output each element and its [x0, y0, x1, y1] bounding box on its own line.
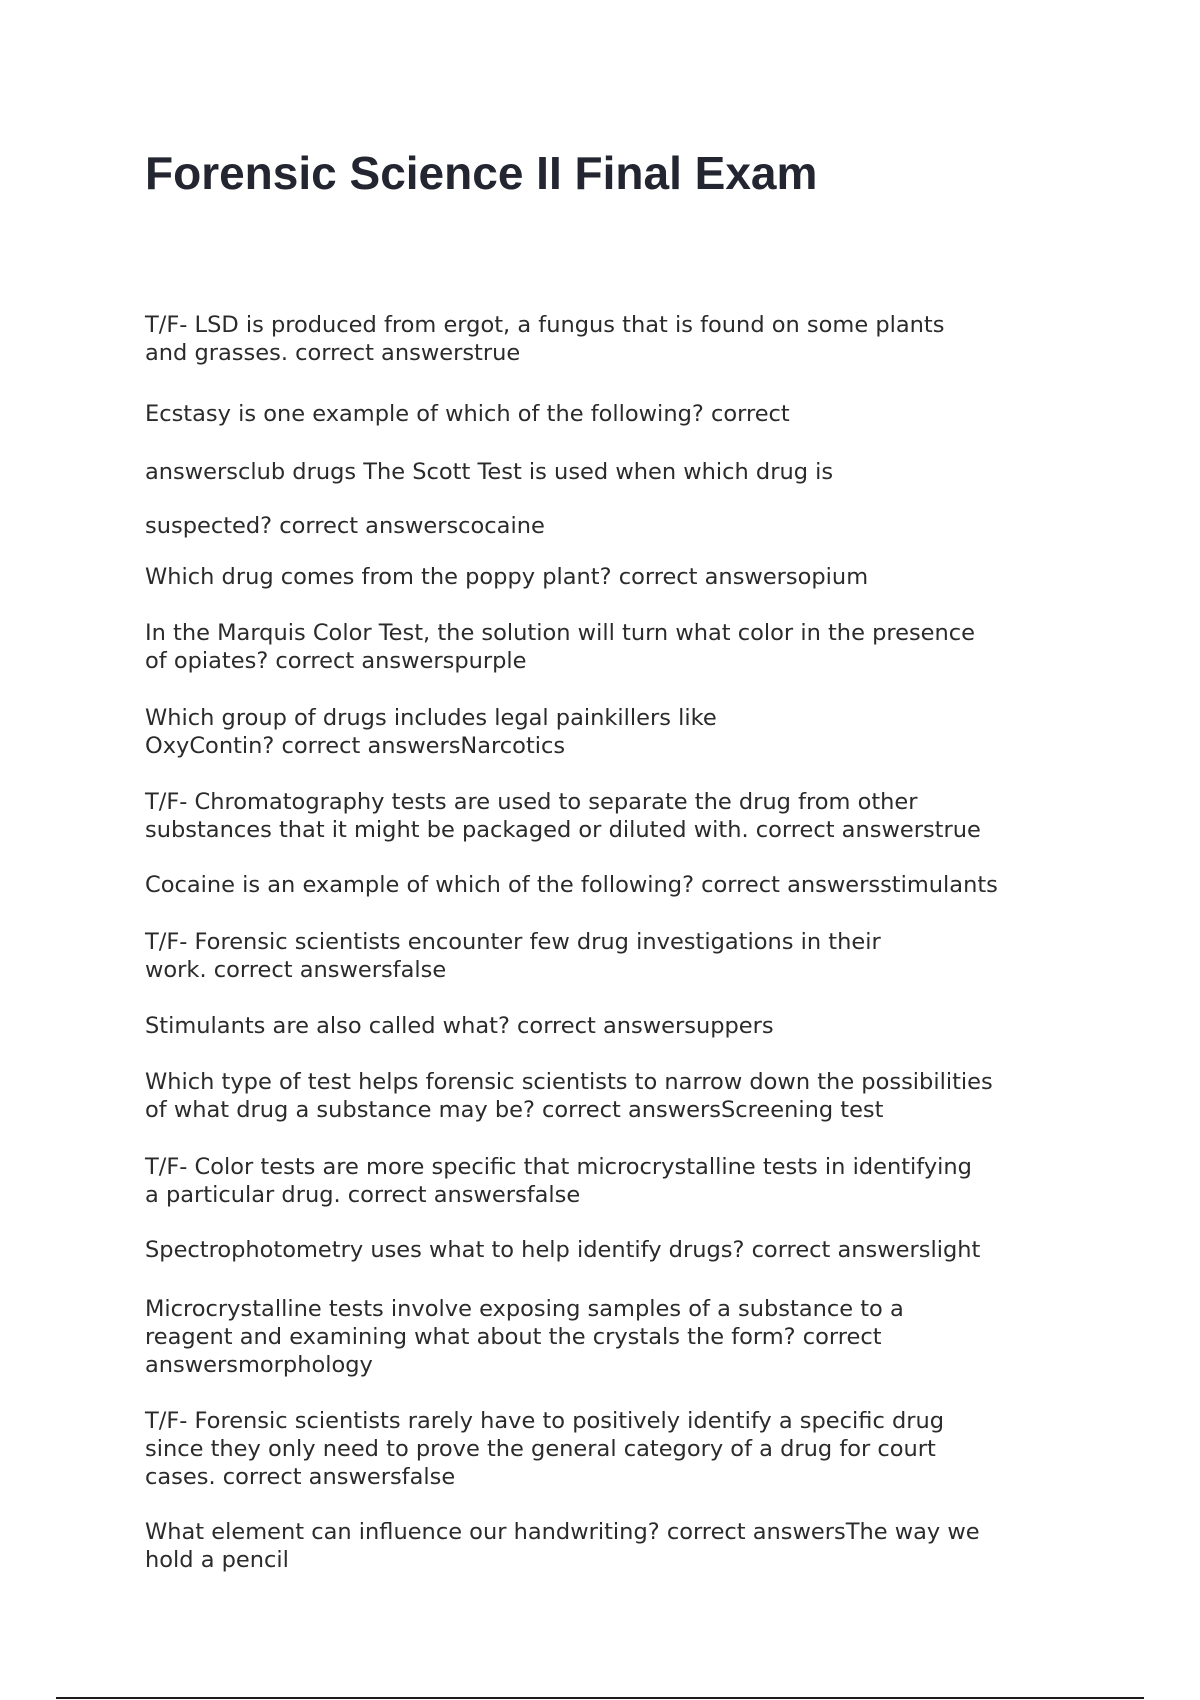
question-item: Which type of test helps forensic scientists to narrow down the possibilities of what drug a substance may be? correct answersScreening test	[145, 1069, 993, 1123]
question-item: suspected? correct answerscocaine	[145, 513, 545, 539]
question-item: T/F- Forensic scientists encounter few drug investigations in their work. correct answersfalse	[145, 929, 881, 983]
question-item: Stimulants are also called what? correct answersuppers	[145, 1013, 774, 1039]
question-item: Ecstasy is one example of which of the following? correct	[145, 401, 790, 427]
question-item: T/F- Color tests are more specific that microcrystalline tests in identifying a particular drug. correct answersfalse	[145, 1154, 972, 1208]
question-item: T/F- Chromatography tests are used to separate the drug from other substances that it might be packaged or diluted with. correct answerstrue	[145, 789, 981, 843]
question-item: In the Marquis Color Test, the solution will turn what color in the presence of opiates? correct answerspurple	[145, 620, 975, 674]
question-item: Spectrophotometry uses what to help identify drugs? correct answerslight	[145, 1237, 981, 1263]
question-item: Which drug comes from the poppy plant? correct answersopium	[145, 564, 869, 590]
document-title: Forensic Science II Final Exam	[145, 147, 818, 199]
question-item: answersclub drugs The Scott Test is used when which drug is	[145, 459, 834, 485]
question-item: Which group of drugs includes legal painkillers like OxyContin? correct answersNarcotics	[145, 705, 717, 759]
question-item: T/F- Forensic scientists rarely have to positively identify a specific drug since they only need to prove the general category of a drug for court cases. correct answersfalse	[145, 1408, 945, 1490]
question-item: What element can influence our handwriting? correct answersThe way we hold a pencil	[145, 1519, 980, 1573]
bottom-rule	[56, 1697, 1144, 1699]
question-item: Cocaine is an example of which of the following? correct answersstimulants	[145, 872, 998, 898]
question-item: Microcrystalline tests involve exposing samples of a substance to a reagent and examining what about the crystals the form? correct answersmorphology	[145, 1296, 904, 1378]
question-item: T/F- LSD is produced from ergot, a fungus that is found on some plants and grasses. correct answerstrue	[145, 312, 945, 366]
